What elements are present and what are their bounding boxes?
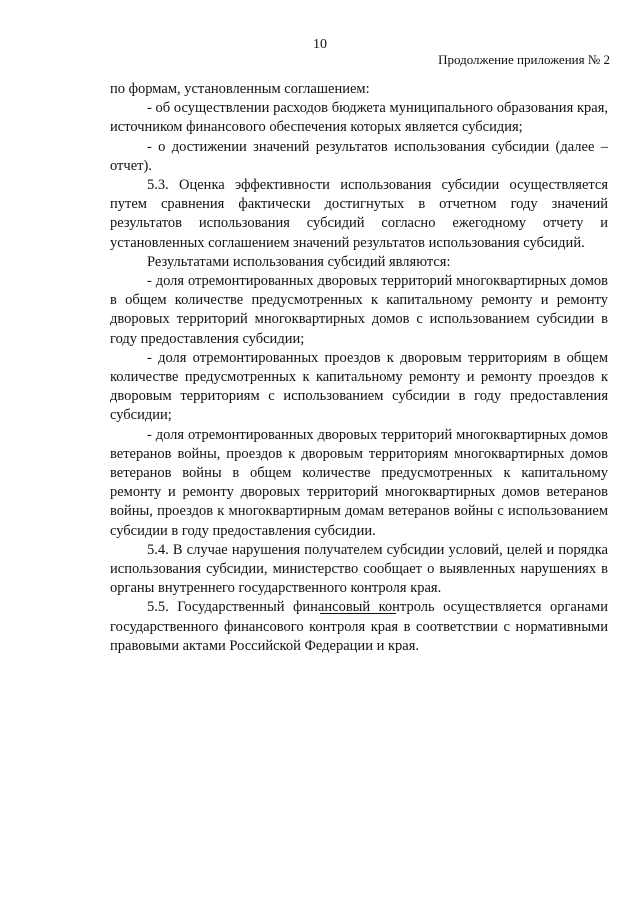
paragraph-4: 5.3. Оценка эффективности использования субсидии осуществляется путем сравнения фактически достигнутых в отчетном году значений результатов использования субсидий согласно ежегодному отчету и установленных соглашением значений результатов использования субсидий.	[110, 177, 608, 251]
document-body	[110, 80, 608, 656]
paragraph-3: - о достижении значений результатов использования субсидии (далее – отчет).	[110, 138, 608, 174]
paragraph-1: по формам, установленным соглашением:	[110, 81, 370, 97]
end-divider	[320, 613, 396, 614]
page-number: 10	[313, 37, 327, 52]
paragraph-6: - доля отремонтированных дворовых территорий многоквартирных домов в общем количестве предусмотренных к капитальному ремонту и ремонту дворовых территорий многоквартирных домов с использованием субсидии в году предоставления субсидии;	[110, 273, 608, 347]
paragraph-7: - доля отремонтированных проездов к дворовым территориям в общем количестве предусмотренных к капитальному ремонту и ремонту проездов к дворовым территориям с использованием субсидии в году предоставления субсидии;	[110, 349, 608, 424]
appendix-note: Продолжение приложения № 2	[438, 52, 610, 67]
paragraph-8: - доля отремонтированных дворовых территорий многоквартирных домов ветеранов войны, проездов к дворовым территориям многоквартирных домов ветеранов войны в общем количестве предусмотренных к капитальному ремонту и ремонту дворовых территорий многоквартирных домов ветеранов войны, проездов к многоквартирным домам ветеранов войны с использованием субсидии в году предоставления субсидии.	[110, 426, 608, 539]
paragraph-2: - об осуществлении расходов бюджета муниципального образования края, источником финансового обеспечения которых является субсидия;	[110, 100, 608, 136]
paragraph-5: Результатами использования субсидий являются:	[147, 253, 451, 270]
paragraph-10: 5.5. Государственный финансовый контроль осуществляется органами государственного финансового контроля края в соответствии с нормативными правовыми актами Российской Федерации и края.	[110, 599, 608, 654]
paragraph-9: 5.4. В случае нарушения получателем субсидии условий, целей и порядка использования субсидии, министерство сообщает о выявленных нарушениях в органы внутреннего государственного контроля края.	[110, 541, 608, 597]
